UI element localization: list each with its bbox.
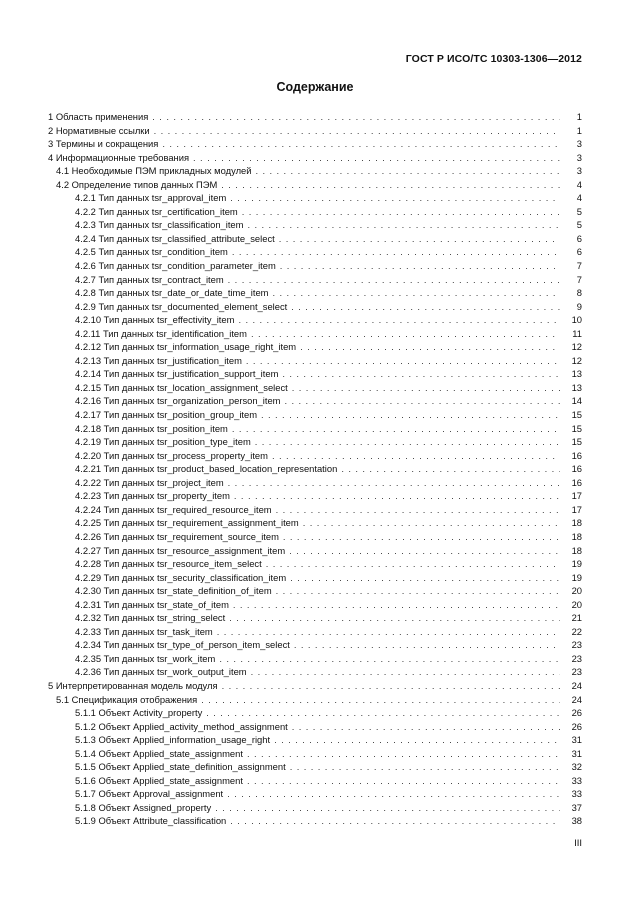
toc-entry[interactable] [48, 557, 582, 571]
toc-entry[interactable] [48, 367, 582, 381]
toc-entry-page: 23 [571, 652, 582, 664]
toc-leader-dots [303, 516, 560, 530]
toc-entry-label: 3 Термины и сокращения [48, 138, 159, 150]
toc-entry[interactable] [48, 286, 582, 300]
toc-leader-dots [251, 665, 560, 679]
toc-leader-dots [282, 367, 560, 381]
table-of-contents [48, 110, 582, 828]
toc-entry[interactable] [48, 273, 582, 287]
toc-entry-label: 4.2.31 Тип данных tsr_state_of_item [75, 598, 229, 610]
toc-entry-page: 38 [571, 815, 582, 827]
toc-entry[interactable] [48, 598, 582, 612]
toc-entry-label: 4.2.19 Тип данных tsr_position_type_item [75, 436, 251, 448]
toc-leader-dots [247, 218, 560, 232]
toc-leader-dots [233, 598, 560, 612]
toc-entry[interactable] [48, 164, 582, 178]
toc-entry-page: 16 [571, 476, 582, 488]
toc-entry-label: 4.2.2 Тип данных tsr_certification_item [75, 205, 238, 217]
toc-entry-label: 4.2 Определение типов данных ПЭМ [56, 178, 218, 190]
toc-entry[interactable] [48, 625, 582, 639]
toc-entry[interactable] [48, 178, 582, 192]
toc-leader-dots [242, 205, 560, 219]
toc-entry[interactable] [48, 422, 582, 436]
toc-entry-page: 3 [576, 165, 582, 177]
toc-entry-label: 4.2.12 Тип данных tsr_information_usage_right_item [75, 341, 297, 353]
toc-entry-page: 31 [571, 747, 582, 759]
toc-entry[interactable] [48, 191, 582, 205]
toc-leader-dots [291, 300, 560, 314]
toc-entry[interactable] [48, 300, 582, 314]
toc-entry-label: 4.2.9 Тип данных tsr_documented_element_select [75, 300, 288, 312]
toc-entry[interactable] [48, 124, 582, 138]
toc-leader-dots [280, 259, 560, 273]
toc-entry-label: 5.1.3 Объект Applied_information_usage_right [75, 734, 271, 746]
toc-leader-dots [154, 124, 560, 138]
toc-leader-dots [255, 435, 560, 449]
toc-entry-page: 6 [576, 246, 582, 258]
toc-leader-dots [247, 774, 560, 788]
toc-entry-label: 5.1.7 Объект Approval_assignment [75, 788, 224, 800]
toc-leader-dots [292, 720, 560, 734]
toc-entry-page: 15 [571, 436, 582, 448]
toc-entry-page: 3 [576, 151, 582, 163]
toc-entry-page: 19 [571, 558, 582, 570]
toc-entry-page: 26 [571, 720, 582, 732]
toc-entry[interactable] [48, 638, 582, 652]
toc-entry-page: 24 [571, 693, 582, 705]
toc-leader-dots [273, 286, 561, 300]
toc-entry-page: 1 [576, 111, 582, 122]
toc-entry[interactable] [48, 245, 582, 259]
toc-entry[interactable] [48, 665, 582, 679]
toc-leader-dots [251, 327, 560, 341]
toc-leader-dots [279, 232, 560, 246]
toc-entry-label: 4.2.35 Тип данных tsr_work_item [75, 652, 216, 664]
toc-entry-page: 4 [576, 192, 582, 204]
toc-entry-page: 11 [572, 327, 582, 339]
toc-entry-page: 8 [576, 287, 582, 299]
toc-entry[interactable] [48, 354, 582, 368]
toc-entry-page: 19 [571, 571, 582, 583]
toc-entry-label: 4.2.17 Тип данных tsr_position_group_item [75, 409, 258, 421]
toc-leader-dots [294, 638, 560, 652]
toc-entry-label: 4.2.21 Тип данных tsr_product_based_location_representation [75, 463, 338, 475]
toc-entry-label: 4.2.28 Тип данных tsr_resource_item_select [75, 558, 262, 570]
toc-entry[interactable] [48, 679, 582, 693]
toc-leader-dots [230, 191, 560, 205]
toc-entry-page: 23 [571, 666, 582, 678]
toc-entry-label: 5.1.1 Объект Activity_property [75, 707, 203, 719]
toc-entry-page: 33 [571, 774, 582, 786]
toc-entry-label: 4.2.18 Тип данных tsr_position_item [75, 422, 228, 434]
toc-entry-label: 4.2.27 Тип данных tsr_resource_assignment_item [75, 544, 286, 556]
toc-entry[interactable] [48, 747, 582, 761]
toc-entry-page: 9 [576, 300, 582, 312]
toc-entry-page: 3 [576, 138, 582, 150]
toc-leader-dots [276, 503, 560, 517]
toc-entry-page: 12 [571, 341, 582, 353]
toc-entry-label: 4.2.10 Тип данных tsr_effectivity_item [75, 314, 235, 326]
toc-entry-label: 4.2.6 Тип данных tsr_condition_parameter_item [75, 260, 276, 272]
toc-entry-page: 17 [571, 503, 582, 515]
toc-entry-page: 16 [571, 463, 582, 475]
toc-entry[interactable] [48, 476, 582, 490]
toc-entry-label: 4.2.23 Тип данных tsr_property_item [75, 490, 230, 502]
toc-leader-dots [284, 394, 560, 408]
toc-entry-page: 33 [571, 788, 582, 800]
toc-leader-dots [232, 422, 560, 436]
toc-leader-dots [274, 733, 560, 747]
toc-entry-page: 16 [571, 449, 582, 461]
toc-entry[interactable] [48, 381, 582, 395]
toc-entry-label: 4.2.13 Тип данных tsr_justification_item [75, 354, 242, 366]
toc-entry-page: 10 [571, 314, 582, 326]
toc-entry-page: 5 [576, 205, 582, 217]
toc-entry[interactable] [48, 449, 582, 463]
toc-leader-dots [152, 110, 560, 124]
toc-entry-label: 4.2.8 Тип данных tsr_date_or_date_time_item [75, 287, 269, 299]
toc-entry[interactable] [48, 151, 582, 165]
toc-entry-label: 4.2.3 Тип данных tsr_classification_item [75, 219, 244, 231]
toc-leader-dots [162, 137, 560, 151]
toc-entry[interactable] [48, 760, 582, 774]
toc-entry-page: 13 [571, 368, 582, 380]
toc-leader-dots [222, 679, 560, 693]
toc-leader-dots [341, 462, 560, 476]
toc-entry-page: 24 [571, 679, 582, 691]
toc-leader-dots [290, 571, 560, 585]
toc-entry-label: 4.2.25 Тип данных tsr_requirement_assignment_item [75, 517, 299, 529]
toc-entry-label: 5.1.4 Объект Applied_state_assignment [75, 747, 243, 759]
toc-entry-label: 4.2.30 Тип данных tsr_state_definition_of_item [75, 585, 272, 597]
toc-entry[interactable] [48, 814, 582, 828]
toc-leader-dots [230, 814, 560, 828]
toc-entry-label: 4.2.7 Тип данных tsr_contract_item [75, 273, 224, 285]
toc-entry-label: 4.2.5 Тип данных tsr_condition_item [75, 246, 228, 258]
toc-entry-label: 1 Область применения [48, 111, 149, 122]
toc-entry-page: 26 [571, 707, 582, 719]
toc-leader-dots [238, 313, 560, 327]
toc-leader-dots [227, 787, 560, 801]
toc-entry[interactable] [48, 516, 582, 530]
toc-entry-label: 4.2.29 Тип данных tsr_security_classification_item [75, 571, 287, 583]
toc-entry[interactable] [48, 720, 582, 734]
page-title: Содержание [276, 80, 354, 94]
toc-leader-dots [228, 273, 560, 287]
toc-leader-dots [234, 489, 560, 503]
toc-entry[interactable] [48, 340, 582, 354]
toc-entry-page: 14 [571, 395, 582, 407]
toc-entry-page: 22 [571, 625, 582, 637]
toc-leader-dots [217, 625, 560, 639]
toc-entry-label: 4 Информационные требования [48, 151, 190, 163]
toc-entry-label: 4.2.34 Тип данных tsr_type_of_person_item_select [75, 639, 290, 651]
toc-entry[interactable] [48, 462, 582, 476]
toc-leader-dots [232, 245, 560, 259]
toc-entry-page: 7 [576, 273, 582, 285]
toc-entry[interactable] [48, 571, 582, 585]
toc-entry-page: 20 [571, 598, 582, 610]
toc-leader-dots [206, 706, 560, 720]
toc-entry[interactable] [48, 503, 582, 517]
toc-leader-dots [219, 652, 560, 666]
toc-entry[interactable] [48, 313, 582, 327]
toc-leader-dots [247, 747, 560, 761]
toc-leader-dots [221, 178, 560, 192]
toc-entry[interactable] [48, 544, 582, 558]
toc-leader-dots [256, 164, 560, 178]
toc-entry-page: 23 [571, 639, 582, 651]
toc-entry[interactable] [48, 693, 582, 707]
toc-entry-label: 4.2.26 Тип данных tsr_requirement_source_item [75, 530, 279, 542]
toc-entry-label: 4.2.4 Тип данных tsr_classified_attribute_select [75, 232, 275, 244]
toc-entry[interactable] [48, 218, 582, 232]
toc-leader-dots [292, 381, 560, 395]
toc-leader-dots [246, 354, 560, 368]
toc-entry-page: 32 [571, 761, 582, 773]
toc-entry-page: 17 [571, 490, 582, 502]
toc-leader-dots [289, 544, 560, 558]
toc-entry-label: 5.1.6 Объект Applied_state_assignment [75, 774, 243, 786]
toc-entry[interactable] [48, 774, 582, 788]
toc-entry[interactable] [48, 611, 582, 625]
toc-leader-dots [193, 151, 560, 165]
toc-entry-page: 31 [571, 734, 582, 746]
toc-entry-page: 7 [576, 260, 582, 272]
toc-entry-label: 4.2.33 Тип данных tsr_task_item [75, 625, 213, 637]
toc-entry[interactable] [48, 652, 582, 666]
toc-entry-label: 2 Нормативные ссылки [48, 124, 150, 136]
document-header: ГОСТ Р ИСО/ТС 10303-1306—2012 [405, 53, 582, 65]
toc-entry-page: 18 [571, 544, 582, 556]
toc-entry[interactable] [48, 787, 582, 801]
toc-entry-label: 4.2.22 Тип данных tsr_project_item [75, 476, 224, 488]
toc-entry-label: 4.2.15 Тип данных tsr_location_assignment_select [75, 381, 288, 393]
toc-entry[interactable] [48, 733, 582, 747]
toc-leader-dots [228, 476, 560, 490]
toc-entry-label: 5.1.8 Объект Assigned_property [75, 801, 212, 813]
toc-leader-dots [266, 557, 560, 571]
toc-entry[interactable] [48, 435, 582, 449]
toc-entry-label: 5.1.2 Объект Applied_activity_method_assignment [75, 720, 288, 732]
toc-entry-label: 5.1 Спецификация отображения [56, 693, 198, 705]
page-number: III [574, 838, 582, 849]
toc-leader-dots [276, 584, 560, 598]
toc-entry-label: 4.2.14 Тип данных tsr_justification_support_item [75, 368, 279, 380]
toc-leader-dots [215, 801, 560, 815]
toc-entry[interactable] [48, 394, 582, 408]
toc-leader-dots [300, 340, 560, 354]
toc-entry-page: 13 [571, 381, 582, 393]
toc-entry-page: 21 [571, 612, 582, 624]
toc-entry[interactable] [48, 530, 582, 544]
toc-entry[interactable] [48, 259, 582, 273]
toc-entry-label: 5.1.9 Объект Attribute_classification [75, 815, 227, 827]
toc-entry-page: 12 [571, 354, 582, 366]
toc-entry[interactable] [48, 232, 582, 246]
toc-entry-page: 18 [571, 517, 582, 529]
toc-entry-label: 5.1.5 Объект Applied_state_definition_assignment [75, 761, 286, 773]
toc-entry-label: 4.2.32 Тип данных tsr_string_select [75, 612, 226, 624]
toc-entry-label: 4.2.16 Тип данных tsr_organization_person_item [75, 395, 281, 407]
toc-entry-page: 18 [571, 530, 582, 542]
toc-entry[interactable] [48, 137, 582, 151]
toc-entry-label: 4.2.24 Тип данных tsr_required_resource_item [75, 503, 272, 515]
toc-leader-dots [261, 408, 560, 422]
toc-leader-dots [229, 611, 560, 625]
toc-entry-label: 4.2.11 Тип данных tsr_identification_item [75, 327, 247, 339]
toc-entry-label: 4.2.36 Тип данных tsr_work_output_item [75, 666, 247, 678]
toc-entry[interactable] [48, 706, 582, 720]
toc-entry-page: 15 [571, 422, 582, 434]
toc-entry-label: 5 Интерпретированная модель модуля [48, 679, 218, 691]
toc-entry-page: 1 [576, 124, 582, 136]
toc-leader-dots [272, 449, 560, 463]
toc-entry-page: 4 [576, 178, 582, 190]
toc-entry-page: 5 [576, 219, 582, 231]
toc-entry-label: 4.2.1 Тип данных tsr_approval_item [75, 192, 227, 204]
toc-entry[interactable] [48, 205, 582, 219]
toc-entry[interactable] [48, 584, 582, 598]
toc-entry[interactable] [48, 327, 582, 341]
toc-entry-page: 15 [571, 409, 582, 421]
toc-entry-page: 20 [571, 585, 582, 597]
toc-entry-page: 6 [576, 232, 582, 244]
toc-entry-label: 4.2.20 Тип данных tsr_process_property_item [75, 449, 268, 461]
toc-entry[interactable] [48, 489, 582, 503]
toc-entry-label: 4.1 Необходимые ПЭМ прикладных модулей [56, 165, 252, 177]
toc-entry[interactable] [48, 408, 582, 422]
toc-entry[interactable] [48, 110, 582, 124]
toc-entry[interactable] [48, 801, 582, 815]
toc-leader-dots [201, 693, 560, 707]
toc-leader-dots [283, 530, 560, 544]
toc-leader-dots [290, 760, 560, 774]
toc-entry-page: 37 [571, 801, 582, 813]
